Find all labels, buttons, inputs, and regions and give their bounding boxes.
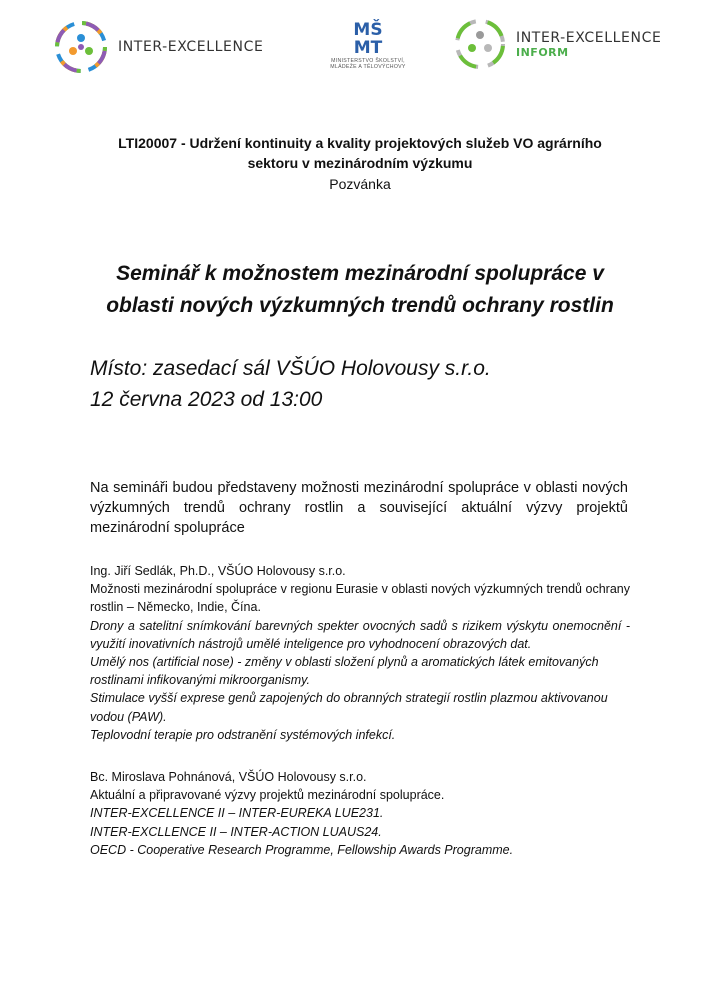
venue-info: [90, 353, 491, 415]
project-title: LTI20007 - Udržení kontinuity a kvality projektových služeb VO agrárního sektoru v mezinárodním výzkumu: [118, 135, 602, 171]
talk-topic: OECD - Cooperative Research Programme, Fellowship Awards Programme.: [90, 842, 514, 857]
logo-right-subtitle: INFORM: [516, 45, 569, 59]
speaker-name: Bc. Miroslava Pohnánová, VŠÚO Holovousy s.r.o.: [90, 770, 367, 784]
talk-title: Možnosti mezinárodní spolupráce v regionu Eurasie v oblasti nových výzkumných trendů ochrany rostlin – Německo, Indie, Čína.: [90, 582, 630, 615]
intro-paragraph: Na semináři budou představeny možnosti mezinárodní spolupráce v oblasti nových výzkumných trendů ochrany rostlin a související aktuální výzvy projektů mezinárodní spolupráce: [90, 480, 628, 536]
seminar-title: Seminář k možnostem mezinárodní spolupráce v oblasti nových výzkumných trendů ochrany rostlin: [106, 262, 614, 317]
logo-right-text: INTER-EXCELLENCE: [516, 29, 662, 46]
svg-text:MT: MT: [353, 38, 383, 56]
talk-topic: Teplovodní terapie pro odstranění systémových infekcí.: [90, 727, 396, 742]
venue-place: Místo: zasedací sál VŠÚO Holovousy s.r.o.: [90, 357, 491, 380]
talk-topic: Umělý nos (artificial nose) - změny v oblasti složení plynů a aromatických látek emitovaných rostlinami infikovanými mikroorganismy.: [90, 655, 599, 688]
svg-text:MŠ: MŠ: [353, 20, 383, 40]
msmt-caption: MINISTERSTVO ŠKOLSTVÍ, MLÁDEŽE A TĚLOVÝCHOVY: [330, 58, 406, 70]
msmt-logo: [308, 18, 428, 70]
talk-title: Aktuální a připravované výzvy projektů mezinárodní spolupráce.: [90, 788, 445, 803]
talk-topic: Drony a satelitní snímkování barevných spekter ovocných sadů s rizikem výskytu onemocnění - využití inovativních nástrojů umělé inteligence pro vyhodnocení obrazových dat.: [90, 618, 630, 651]
inter-excellence-logo: [52, 18, 263, 76]
inter-excellence-inform-logo: [452, 16, 661, 72]
inter-excellence-inform-emblem-icon: [452, 16, 508, 72]
inter-excellence-emblem-icon: [52, 18, 110, 76]
msmt-emblem-icon: [340, 18, 396, 56]
speaker-block-2: [90, 768, 630, 859]
invitation-label: Pozvánka: [329, 176, 391, 192]
logo-left-text: INTER-EXCELLENCE: [118, 39, 264, 55]
talk-topic: Stimulace vyšší exprese genů zapojených do obranných strategií rostlin plazmou aktivovanou vodou (PAW).: [90, 691, 608, 724]
speaker-block-1: [90, 562, 630, 744]
talk-topic: INTER-EXCLLENCE II – INTER-ACTION LUAUS24.: [90, 824, 382, 839]
venue-date: 12 června 2023 od 13:00: [90, 388, 323, 411]
talk-topic: INTER-EXCELLENCE II – INTER-EUREKA LUE231.: [90, 806, 384, 821]
speaker-name: Ing. Jiří Sedlák, Ph.D., VŠÚO Holovousy s.r.o.: [90, 564, 346, 578]
